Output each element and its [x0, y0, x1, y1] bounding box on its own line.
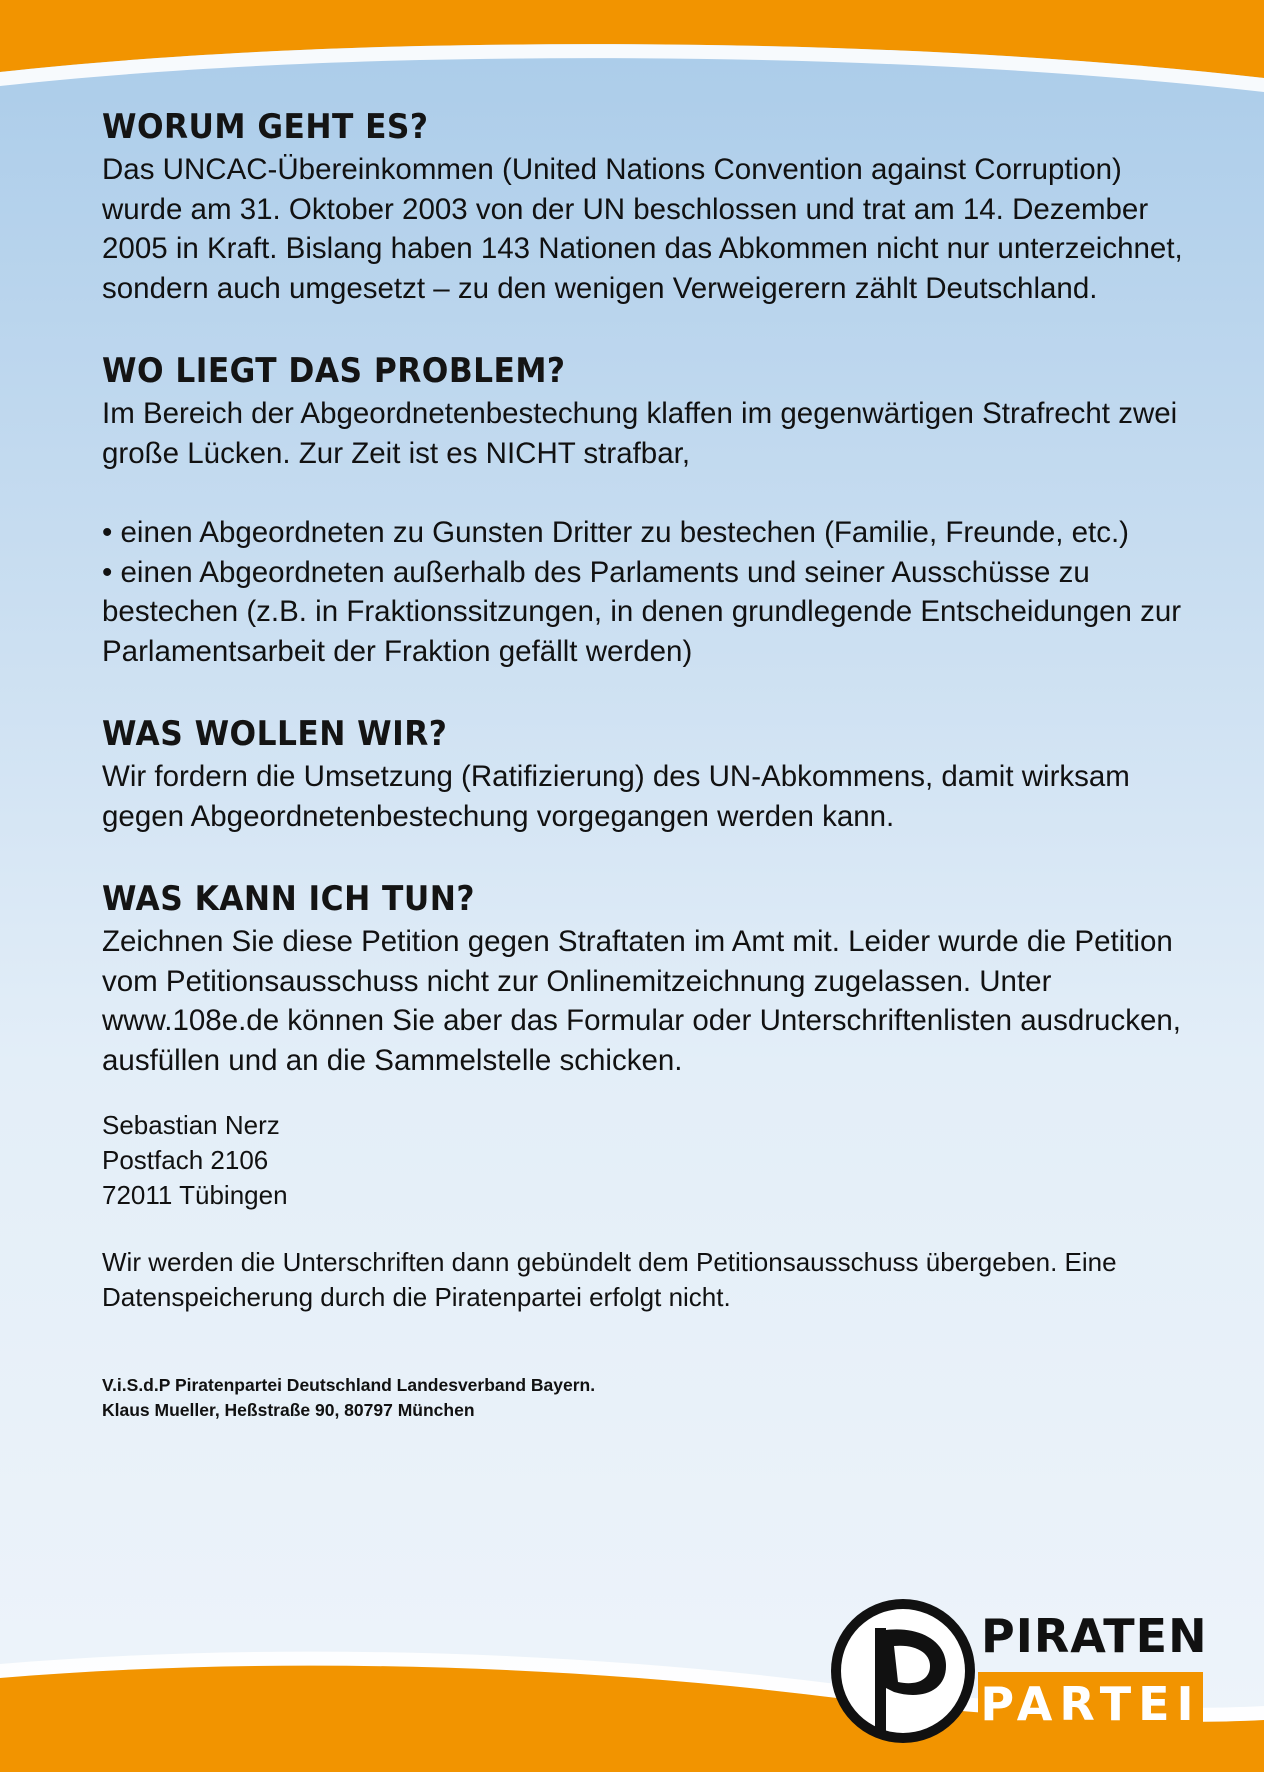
section-problem — [102, 348, 1192, 671]
section-heading: WORUM GEHT ES? — [102, 107, 429, 147]
bullet-item: • einen Abgeordneten außerhalb des Parlaments und seiner Ausschüsse zu bestechen (z.B. in Fraktionssitzungen, in denen grundlegende Entscheidungen zur Parlamentsarbeit der Fraktion gefällt werden) — [102, 555, 1182, 668]
bullet-item: • einen Abgeordneten zu Gunsten Dritter zu bestechen (Familie, Freunde, etc.) — [102, 516, 1129, 549]
data-protection-notice: Wir werden die Unterschriften dann gebündelt dem Petitionsausschuss übergeben. Eine Datenspeicherung durch die Piratenpartei erfolgt nicht. — [102, 1247, 1117, 1312]
section-worum — [102, 104, 1192, 308]
imprint-line-2: Klaus Mueller, Heßstraße 90, 80797 München — [102, 1400, 475, 1420]
address-name: Sebastian Nerz — [102, 1110, 280, 1140]
section-body: Im Bereich der Abgeordnetenbestechung klaffen im gegenwärtigen Strafrecht zwei große Lücken. Zur Zeit ist es NICHT strafbar, — [102, 397, 1178, 470]
imprint-line-1: V.i.S.d.P Piratenpartei Deutschland Landesverband Bayern. — [102, 1375, 596, 1395]
section-heading: WAS KANN ICH TUN? — [102, 879, 475, 919]
piratenpartei-logo — [828, 1596, 1218, 1748]
address-block — [102, 1108, 1192, 1213]
address-postbox: Postfach 2106 — [102, 1145, 269, 1175]
section-body: Zeichnen Sie diese Petition gegen Straftaten im Amt mit. Leider wurde die Petition vom Petitionsausschuss nicht zur Onlinemitzeichnung zugelassen. Unter www.108e.de können Sie aber das Formular oder Unterschriftenlisten ausdrucken, ausfüllen und an die Sammelstelle schicken. — [102, 925, 1181, 1077]
address-city: 72011 Tübingen — [102, 1180, 288, 1210]
section-wollen — [102, 711, 1192, 836]
section-body: Wir fordern die Umsetzung (Ratifizierung) des UN-Abkommens, damit wirksam gegen Abgeordnetenbestechung vorgegangen werden kann. — [102, 760, 1130, 833]
logo-text-bottom: PARTEI — [978, 1672, 1203, 1736]
logo-text-top: PIRATEN — [981, 1609, 1208, 1663]
top-orange-wave — [0, 0, 1264, 110]
main-content — [102, 104, 1192, 1423]
pirate-flag-icon — [828, 1596, 978, 1746]
imprint — [102, 1373, 1192, 1423]
section-heading: WO LIEGT DAS PROBLEM? — [102, 351, 566, 391]
section-body: Das UNCAC-Übereinkommen (United Nations Convention against Corruption) wurde am 31. Oktober 2003 von der UN beschlossen und trat am 14. Dezember 2005 in Kraft. Bislang haben 143 Nationen das Abkommen nicht nur unterzeichnet, sondern auch umgesetzt – zu den wenigen Verweigerern zählt Deutschland. — [102, 153, 1183, 305]
section-tun — [102, 876, 1192, 1080]
section-heading: WAS WOLLEN WIR? — [102, 714, 448, 754]
